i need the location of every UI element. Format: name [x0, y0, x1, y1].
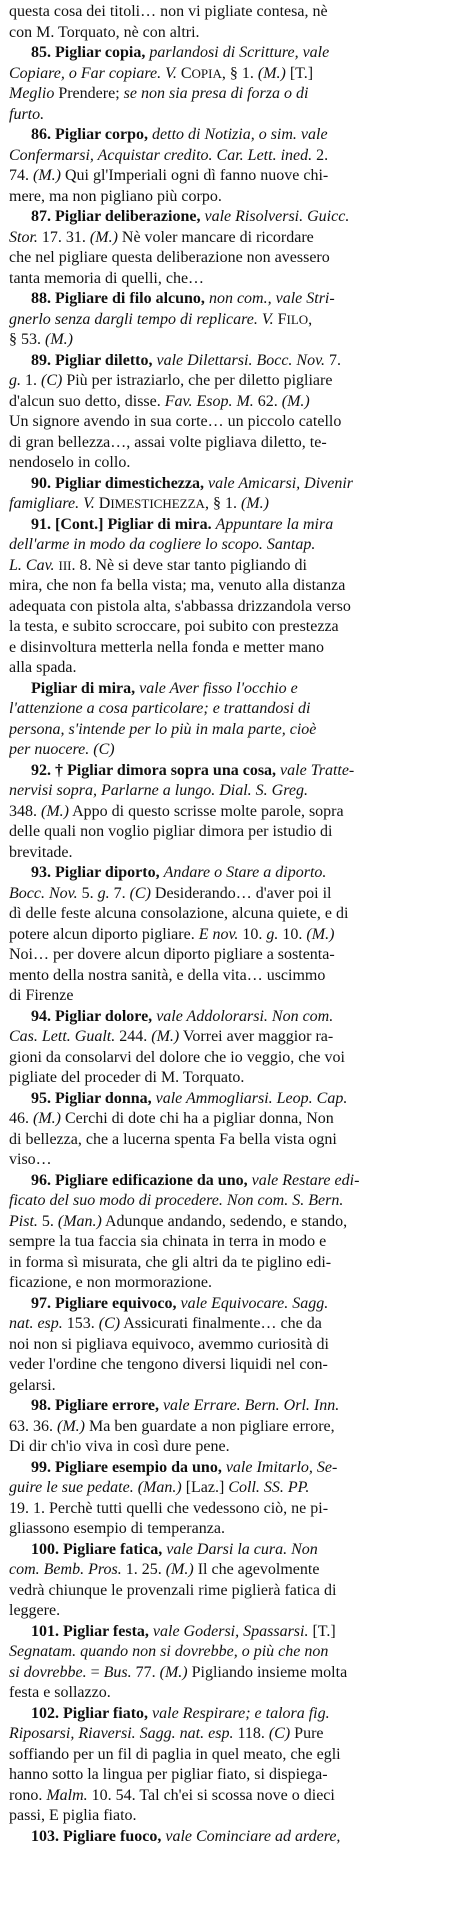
entry-95-line-1: 95. Pigliar donna, vale Ammogliarsi. Leop. Cap.	[31, 1089, 348, 1107]
entry-85-line-4: furto.	[9, 105, 45, 123]
entry-97-line-5: gelarsi.	[9, 1376, 56, 1394]
entry-93-line-2: Bocc. Nov. 5. g. 7. (C) Desiderando… d'aver poi il	[9, 884, 332, 902]
entry-91b-line-3: persona, s'intende per lo più in mala parte, cioè	[9, 720, 317, 738]
entry-85-line-2: Copiare, o Far copiare. V. COPIA, § 1. (M.) [T.]	[9, 64, 314, 82]
entry-86-line-3: 74. (M.) Qui gl'Imperiali ogni dì fanno nuove chi-	[9, 167, 329, 184]
entry-97-line-2: nat. esp. 153. (C) Assicurati finalmente… che da	[9, 1315, 322, 1332]
entry-88-line-1: 88. Pigliare di filo alcuno, non com., vale Stri-	[31, 290, 335, 307]
entry-97-line-1: 97. Pigliare equivoco, vale Equivocare. Sagg.	[31, 1294, 329, 1312]
entry-98-line-2: 63. 36. (M.) Ma ben guardate a non pigliare errore,	[9, 1417, 335, 1435]
entry-93-line-7: di Firenze	[9, 987, 74, 1004]
entry-100-line-2: com. Bemb. Pros. 1. 25. (M.) Il che agevolmente	[9, 1561, 320, 1578]
entry-90-line-1: 90. Pigliar dimestichezza, vale Amicarsi, Divenir	[31, 474, 354, 492]
entry-99-line-2: guire le sue pedate. (Man.) [Laz.] Coll. SS. PP.	[9, 1479, 310, 1496]
entry-89-line-2: g. 1. (C) Più per istraziarlo, che per diletto pigliare	[9, 372, 333, 389]
entry-92-line-1: 92. † Pigliar dimora sopra una cosa, vale Tratte-	[31, 761, 355, 779]
entry-102-line-6: passi, E piglia fiato.	[9, 1807, 137, 1824]
entry-87-line-2: Stor. 17. 31. (M.) Nè voler mancare di ricordare	[9, 228, 314, 246]
entry-100-line-1: 100. Pigliare fatica, vale Darsi la cura. Non	[31, 1540, 318, 1558]
entry-94-line-2: Cas. Lett. Gualt. 244. (M.) Vorrei aver maggior ra-	[9, 1028, 334, 1045]
entry-85-line-1: 85. Pigliar copia, parlandosi di Scritture, vale	[31, 44, 330, 61]
entry-102-line-3: soffiando per un fil di paglia in quel meato, che egli	[9, 1745, 341, 1763]
entry-87-line-1: 87. Pigliar deliberazione, vale Risolversi. Guicc.	[31, 208, 350, 225]
entry-88-line-2: gnerlo senza dargli tempo di replicare. V. FILO,	[9, 310, 313, 328]
entry-intro-line-2: con M. Torquato, nè con altri.	[9, 23, 200, 41]
entry-102-line-1: 102. Pigliar fiato, vale Respirare; e talora fig.	[31, 1704, 330, 1722]
entry-92-line-3: 348. (M.) Appo di questo scrisse molte parole, sopra	[9, 802, 344, 820]
entry-97-line-4: veder l'ordine che tengono diversi liquidi nel con-	[9, 1356, 328, 1373]
entry-91-line-7: e disinvoltura metterla nella fonda e metter mano	[9, 638, 324, 656]
entry-90-line-2: famigliare. V. DIMESTICHEZZA, § 1. (M.)	[9, 495, 269, 512]
entry-102-line-4: hanno sotto la lingua per pigliar fiato, si dispiega-	[9, 1766, 328, 1783]
entry-93-line-5: Noi… per dovere alcun diporto pigliare a sostenta-	[9, 946, 335, 963]
entry-91-line-3: L. Cav. III. 8. Nè si deve star tanto pigliando di	[9, 556, 307, 574]
entry-92-line-2: nervisi sopra, Parlarne a lungo. Dial. S. Greg.	[9, 782, 308, 799]
entry-96-line-3: Pist. 5. (Man.) Adunque andando, sedendo, e stando,	[9, 1212, 348, 1230]
entry-91-line-2: dell'arme in modo da cogliere lo scopo. Santap.	[9, 536, 316, 553]
entry-91-line-5: adequata con pistola alta, s'abbassa drizzandola verso	[9, 597, 351, 615]
entry-86-line-2: Confermarsi, Acquistar credito. Car. Lett. ined. 2.	[9, 146, 329, 164]
entry-91-line-6: la testa, e subito scroccare, poi subito con prestezza	[9, 618, 339, 635]
entry-100-line-3: vedrà chiunque le provenzali rime piglierà fatica di	[9, 1581, 337, 1599]
entry-103-line-1: 103. Pigliare fuoco, vale Cominciare ad ardere,	[31, 1827, 341, 1845]
entry-85-line-3: Meglio Prendere; se non sia presa di forza o di	[9, 85, 309, 102]
entry-91b-line-4: per nuocere. (C)	[9, 741, 115, 758]
entry-96-line-2: ficato del suo modo di procedere. Non com. S. Bern.	[9, 1192, 344, 1209]
entry-98-line-1: 98. Pigliare errore, vale Errare. Bern. Orl. Inn.	[31, 1397, 340, 1414]
entry-95-line-3: di bellezza, che a lucerna spenta Fa bella vista ogni	[9, 1130, 337, 1148]
entry-89-line-3: d'alcun suo detto, disse. Fav. Esop. M. 62. (M.)	[9, 392, 310, 410]
entry-91b-line-2: l'attenzione a cosa particolare; e trattandosi di	[9, 700, 311, 717]
entry-93-line-4: potere alcun diporto pigliare. E nov. 10. g. 10. (M.)	[9, 925, 335, 943]
entry-93-line-1: 93. Pigliar diporto, Andare o Stare a diporto.	[31, 864, 327, 881]
entry-96-line-6: ficazione, e non mormorazione.	[9, 1274, 213, 1291]
entry-96-line-1: 96. Pigliare edificazione da uno, vale Restare edi-	[31, 1171, 360, 1189]
entry-94-line-3: gioni da consolarvi del dolore che io veggio, che voi	[9, 1048, 345, 1066]
entry-94-line-1: 94. Pigliar dolore, vale Addolorarsi. Non com.	[31, 1007, 334, 1025]
entry-93-line-3: dì delle feste alcuna consolazione, alcuna quiete, e di	[9, 905, 349, 922]
entry-99-line-1: 99. Pigliare esempio da uno, vale Imitarlo, Se-	[31, 1458, 338, 1476]
entry-94-line-4: pigliate del proceder di M. Torquato.	[9, 1069, 245, 1086]
entry-86-line-1: 86. Pigliar corpo, detto di Notizia, o sim. vale	[31, 126, 328, 143]
entry-101-line-1: 101. Pigliar festa, vale Godersi, Spassarsi. [T.]	[31, 1622, 336, 1640]
entry-92-line-5: brevitade.	[9, 843, 73, 861]
entry-102-line-2: Riposarsi, Riaversi. Sagg. nat. esp. 118. (C) Pure	[9, 1725, 324, 1742]
entry-95-line-4: viso…	[9, 1151, 52, 1168]
entry-89-line-1: 89. Pigliar diletto, vale Dilettarsi. Bocc. Nov. 7.	[31, 351, 342, 369]
entry-87-line-4: tanta memoria di quelli, che…	[9, 269, 205, 287]
entry-89-line-4: Un signore avendo in sua corte… un piccolo catello	[9, 413, 342, 430]
entry-101-line-2: Segnatam. quando non si dovrebbe, o più che non	[9, 1643, 329, 1660]
entry-87-line-3: che nel pigliare questa deliberazione non avessero	[9, 249, 330, 266]
entry-98-line-3: Di dir ch'io viva in così dure pene.	[9, 1438, 230, 1455]
entry-96-line-5: in forma sì misurata, che gli altri da te piglino edi-	[9, 1253, 332, 1271]
entry-101-line-3: si dovrebbe. = Bus. 77. (M.) Pigliando insieme molta	[9, 1663, 348, 1681]
entry-89-line-6: nendoselo in collo.	[9, 454, 131, 471]
entry-91b-line-1: Pigliar di mira, vale Aver fisso l'occhio e	[31, 679, 298, 697]
entry-93-line-6: mento della nostra sanità, e della vita… uscimmo	[9, 966, 326, 984]
entry-91-line-1: 91. [Cont.] Pigliar di mira. Appuntare la mira	[31, 515, 334, 533]
entry-86-line-4: mere, ma non pigliano più corpo.	[9, 187, 222, 205]
entry-97-line-3: noi non si pigliava equivoco, avemmo curiosità di	[9, 1335, 329, 1353]
entry-92-line-4: delle quali non voglio pigliar dimora per istudio di	[9, 823, 333, 840]
entry-95-line-2: 46. (M.) Cerchi di dote chi ha a pigliar donna, Non	[9, 1110, 334, 1127]
entry-100-line-4: leggere.	[9, 1602, 61, 1619]
entry-101-line-4: festa e sollazzo.	[9, 1684, 111, 1701]
entry-88-line-3: § 53. (M.)	[9, 331, 73, 348]
entry-99-line-4: gliassono esempio di temperanza.	[9, 1520, 225, 1537]
entry-intro-line-1: questa cosa dei titoli… non vi pigliate contesa, nè	[9, 3, 328, 20]
entry-96-line-4: sempre la tua faccia sia chinata in terra in modo e	[9, 1233, 327, 1250]
entry-99-line-3: 19. 1. Perchè tutti quelli che vedessono ciò, ne pi-	[9, 1499, 329, 1517]
entry-89-line-5: di gran bellezza…, assai volte pigliava diletto, te-	[9, 433, 327, 451]
entry-91-line-8: alla spada.	[9, 659, 77, 676]
entry-102-line-5: rono. Malm. 10. 54. Tal ch'ei si scossa nove o dieci	[9, 1786, 335, 1804]
entry-91-line-4: mira, che non fa bella vista; ma, venuto alla distanza	[9, 577, 346, 594]
